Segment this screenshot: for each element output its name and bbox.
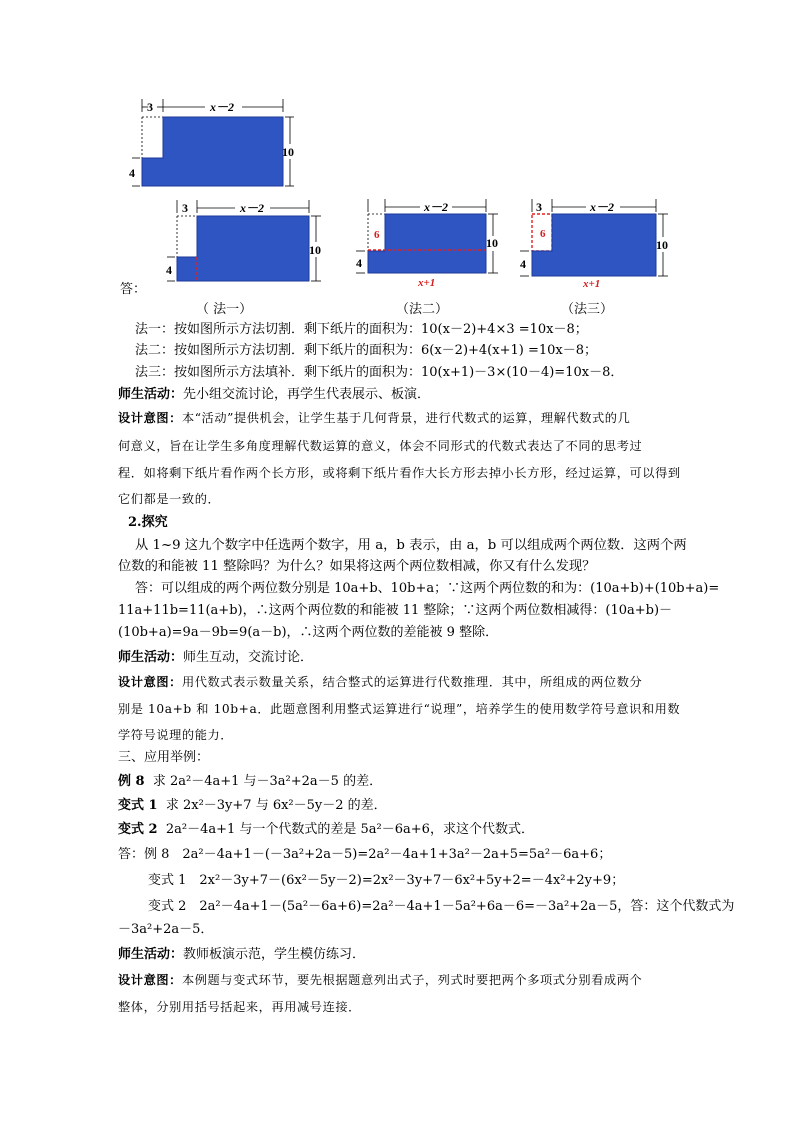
answer-variant-2: 变式 2 2a²－4a+1－(5a²－6a+6)=2a²－4a+1－5a²+6a－6=－3a²+2a－5，答：这个代数式为 xyxy=(148,899,735,914)
figure-top xyxy=(120,96,310,192)
caption-method-2: （法二） xyxy=(396,302,449,317)
variant-label: 变式 2 xyxy=(118,822,158,837)
dim-right-label: 10 xyxy=(656,238,668,252)
method-1-text: 法一：按如图所示方法切割．剩下纸片的面积为：10(x－2)+4×3 =10x－8； xyxy=(135,322,588,337)
activity-2 xyxy=(118,649,313,667)
dim-notch-label: 4 xyxy=(520,257,526,271)
dim-top-label: x－2 xyxy=(240,201,265,215)
dim-left-label: 3 xyxy=(536,200,542,214)
example-label: 例 8 xyxy=(118,774,145,789)
dim-top-label: x－2 xyxy=(590,200,615,214)
activity-label: 师生活动： xyxy=(118,650,184,665)
design-intent-2-line-1 xyxy=(118,673,642,691)
variant-label: 变式 1 xyxy=(118,798,158,813)
dim-left-label: 3 xyxy=(182,201,188,215)
variant-text: 2a²－4a+1 与一个代数式的差是 5a²－6a+6，求这个代数式． xyxy=(165,822,534,837)
example-text: 求 2a²－4a+1 与－3a²+2a－5 的差． xyxy=(152,774,383,789)
design-intent-label: 设计意图： xyxy=(118,675,182,689)
activity-text: 教师板演示范，学生模仿练习． xyxy=(183,947,366,962)
dim-top-label: x－2 xyxy=(424,200,449,214)
caption-method-1: （ 法一） xyxy=(196,302,253,317)
design-intent-2-line-3: 学符号说理的能力． xyxy=(118,728,234,742)
figure-top-svg xyxy=(120,96,310,192)
figure-method-1 xyxy=(163,197,328,287)
method-2-text: 法二：按如图所示方法切割．剩下纸片的面积为：6(x－2)+4(x+1) =10x－8； xyxy=(135,343,597,358)
figure-method-3 xyxy=(516,196,676,292)
dim-right-label: 10 xyxy=(309,243,321,257)
figure-method-2 xyxy=(352,196,512,292)
question-line-2: 位数的和能被 11 整除吗？为什么？如果将这两个两位数相减，你又有什么发现？ xyxy=(118,559,596,574)
section-explore-title: 2.探究 xyxy=(128,515,168,530)
section-3-heading: 三、应用举例： xyxy=(118,750,210,765)
design-intent-1-line-2: 何意义，旨在让学生多角度理解代数运算的意义，体会不同形式的代数式表达了不同的思考过 xyxy=(118,439,643,453)
design-intent-text: 本“活动”提供机会，让学生基于几何背景，进行代数式的运算，理解代数式的几 xyxy=(181,411,631,425)
answer-line-3: (10b+a)=9a－9b=9(a－b)，∴这两个两位数的差能被 9 整除． xyxy=(118,625,499,640)
activity-text: 先小组交流讨论，再学生代表展示、板演． xyxy=(183,387,431,402)
design-intent-label: 设计意图： xyxy=(118,411,182,425)
answer-example-8: 答：例 8 2a²－4a+1－(－3a²+2a－5)=2a²－4a+1+3a²－2a+5=5a²－6a+6； xyxy=(118,847,612,862)
dim-left-label: 3 xyxy=(147,100,153,114)
caption-method-3: （法三） xyxy=(561,302,614,317)
design-intent-1-line-3: 程．如将剩下纸片看作两个长方形，或将剩下纸片看作大长方形去掉小长方形，经过运算，可以得到 xyxy=(118,466,681,480)
dim-notch-label: 4 xyxy=(166,263,172,277)
variant-2 xyxy=(118,821,534,839)
activity-label: 师生活动： xyxy=(118,947,184,962)
question-line-1: 从 1~9 这九个数字中任选两个数字，用 a，b 表示，由 a，b 可以组成两个两位数．这两个两 xyxy=(135,538,687,553)
variant-1 xyxy=(118,797,387,815)
answer-label: 答： xyxy=(120,282,147,297)
variant-text: 求 2x²－3y+7 与 6x²－5y－2 的差． xyxy=(165,798,387,813)
red-bottom-label: x+1 xyxy=(583,278,601,290)
figure-method-2-svg xyxy=(352,196,512,292)
activity-label: 师生活动： xyxy=(118,387,184,402)
red-bottom-label: x+1 xyxy=(418,277,436,289)
answer-line-1: 答：可以组成的两个两位数分别是 10a+b、10b+a；∵这两个两位数的和为：(10a+b)+(10b+a)= xyxy=(135,581,720,596)
design-intent-1-line-4: 它们都是一致的． xyxy=(118,492,221,506)
section-explore-heading xyxy=(128,514,168,532)
dim-top-label: x－2 xyxy=(210,100,235,114)
example-8 xyxy=(118,773,382,791)
activity-1 xyxy=(118,386,430,404)
design-intent-2-line-2: 别是 10a+b 和 10b+a．此题意图利用整式运算进行“说理”，培养学生的使用数学符号意识和用数 xyxy=(118,702,681,716)
design-intent-1-line-1 xyxy=(118,409,630,427)
red-side-label: 6 xyxy=(374,229,380,241)
method-3-text: 法三：按如图所示方法填补．剩下纸片的面积为：10(x+1)－3×(10－4)=10x－8． xyxy=(135,365,624,380)
design-intent-text: 用代数式表示数量关系，结合整式的运算进行代数推理．其中，所组成的两位数分 xyxy=(181,675,643,689)
dim-right-label: 10 xyxy=(486,236,498,250)
answer-line-2: 11a+11b=11(a+b)，∴这两个两位数的和能被 11 整除；∵这两个两位数相减得：(10a+b)－ xyxy=(118,603,673,618)
design-intent-text: 本例题与变式环节，要先根据题意列出式子，列式时要把两个多项式分别看成两个 xyxy=(181,973,643,987)
activity-text: 师生互动，交流讨论． xyxy=(183,650,314,665)
dim-right-label: 10 xyxy=(282,145,294,159)
red-side-label: 6 xyxy=(540,228,546,240)
answer-variant-2-continued: －3a²+2a－5． xyxy=(118,922,214,937)
dim-notch-label: 4 xyxy=(356,256,362,270)
answer-variant-1: 变式 1 2x²－3y+7－(6x²－5y－2)=2x²－3y+7－6x²+5y+2=－4x²+2y+9； xyxy=(148,873,625,888)
design-intent-label: 设计意图： xyxy=(118,973,182,987)
activity-3 xyxy=(118,946,365,964)
dim-notch-label: 4 xyxy=(129,166,135,180)
figure-method-1-svg xyxy=(163,197,328,287)
design-intent-3-line-2: 整体，分别用括号括起来，再用减号连接． xyxy=(118,1000,361,1014)
design-intent-3-line-1 xyxy=(118,971,642,989)
figure-method-3-svg xyxy=(516,196,676,292)
